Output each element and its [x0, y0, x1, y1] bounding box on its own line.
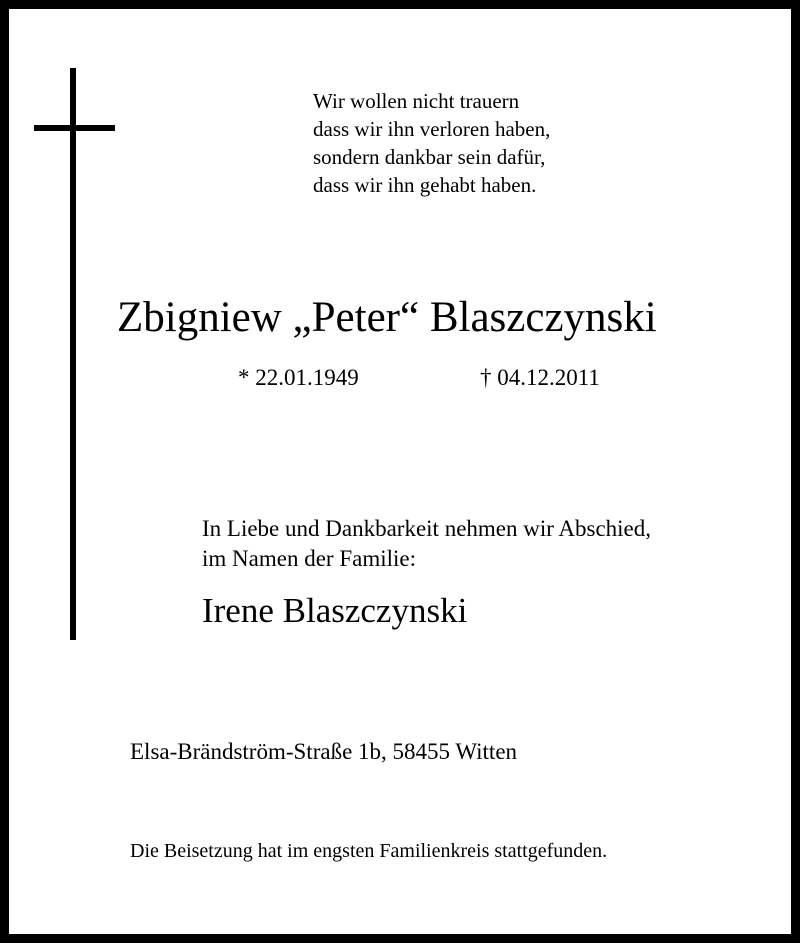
farewell-text: [202, 514, 651, 574]
poem-line: dass wir ihn gehabt haben.: [313, 173, 537, 197]
mourner-name: Irene Blaszczynski: [202, 591, 468, 630]
deceased-name: Zbigniew „Peter“ Blaszczynski: [117, 294, 657, 341]
memorial-poem: [313, 87, 550, 199]
cross-horizontal-bar: [34, 125, 115, 131]
funeral-note: Die Beisetzung hat im engsten Familienkreis stattgefunden.: [130, 840, 608, 862]
farewell-line: im Namen der Familie:: [202, 546, 416, 571]
birth-date: * 22.01.1949: [238, 365, 359, 390]
farewell-line: In Liebe und Dankbarkeit nehmen wir Abschied,: [202, 516, 652, 541]
cross-vertical-bar: [70, 68, 76, 640]
poem-line: sondern dankbar sein dafür,: [313, 145, 546, 169]
poem-line: dass wir ihn verloren haben,: [313, 117, 551, 141]
death-date: † 04.12.2011: [480, 365, 600, 390]
family-address: Elsa-Brändström-Straße 1b, 58455 Witten: [130, 739, 518, 764]
poem-line: Wir wollen nicht trauern: [313, 89, 520, 113]
